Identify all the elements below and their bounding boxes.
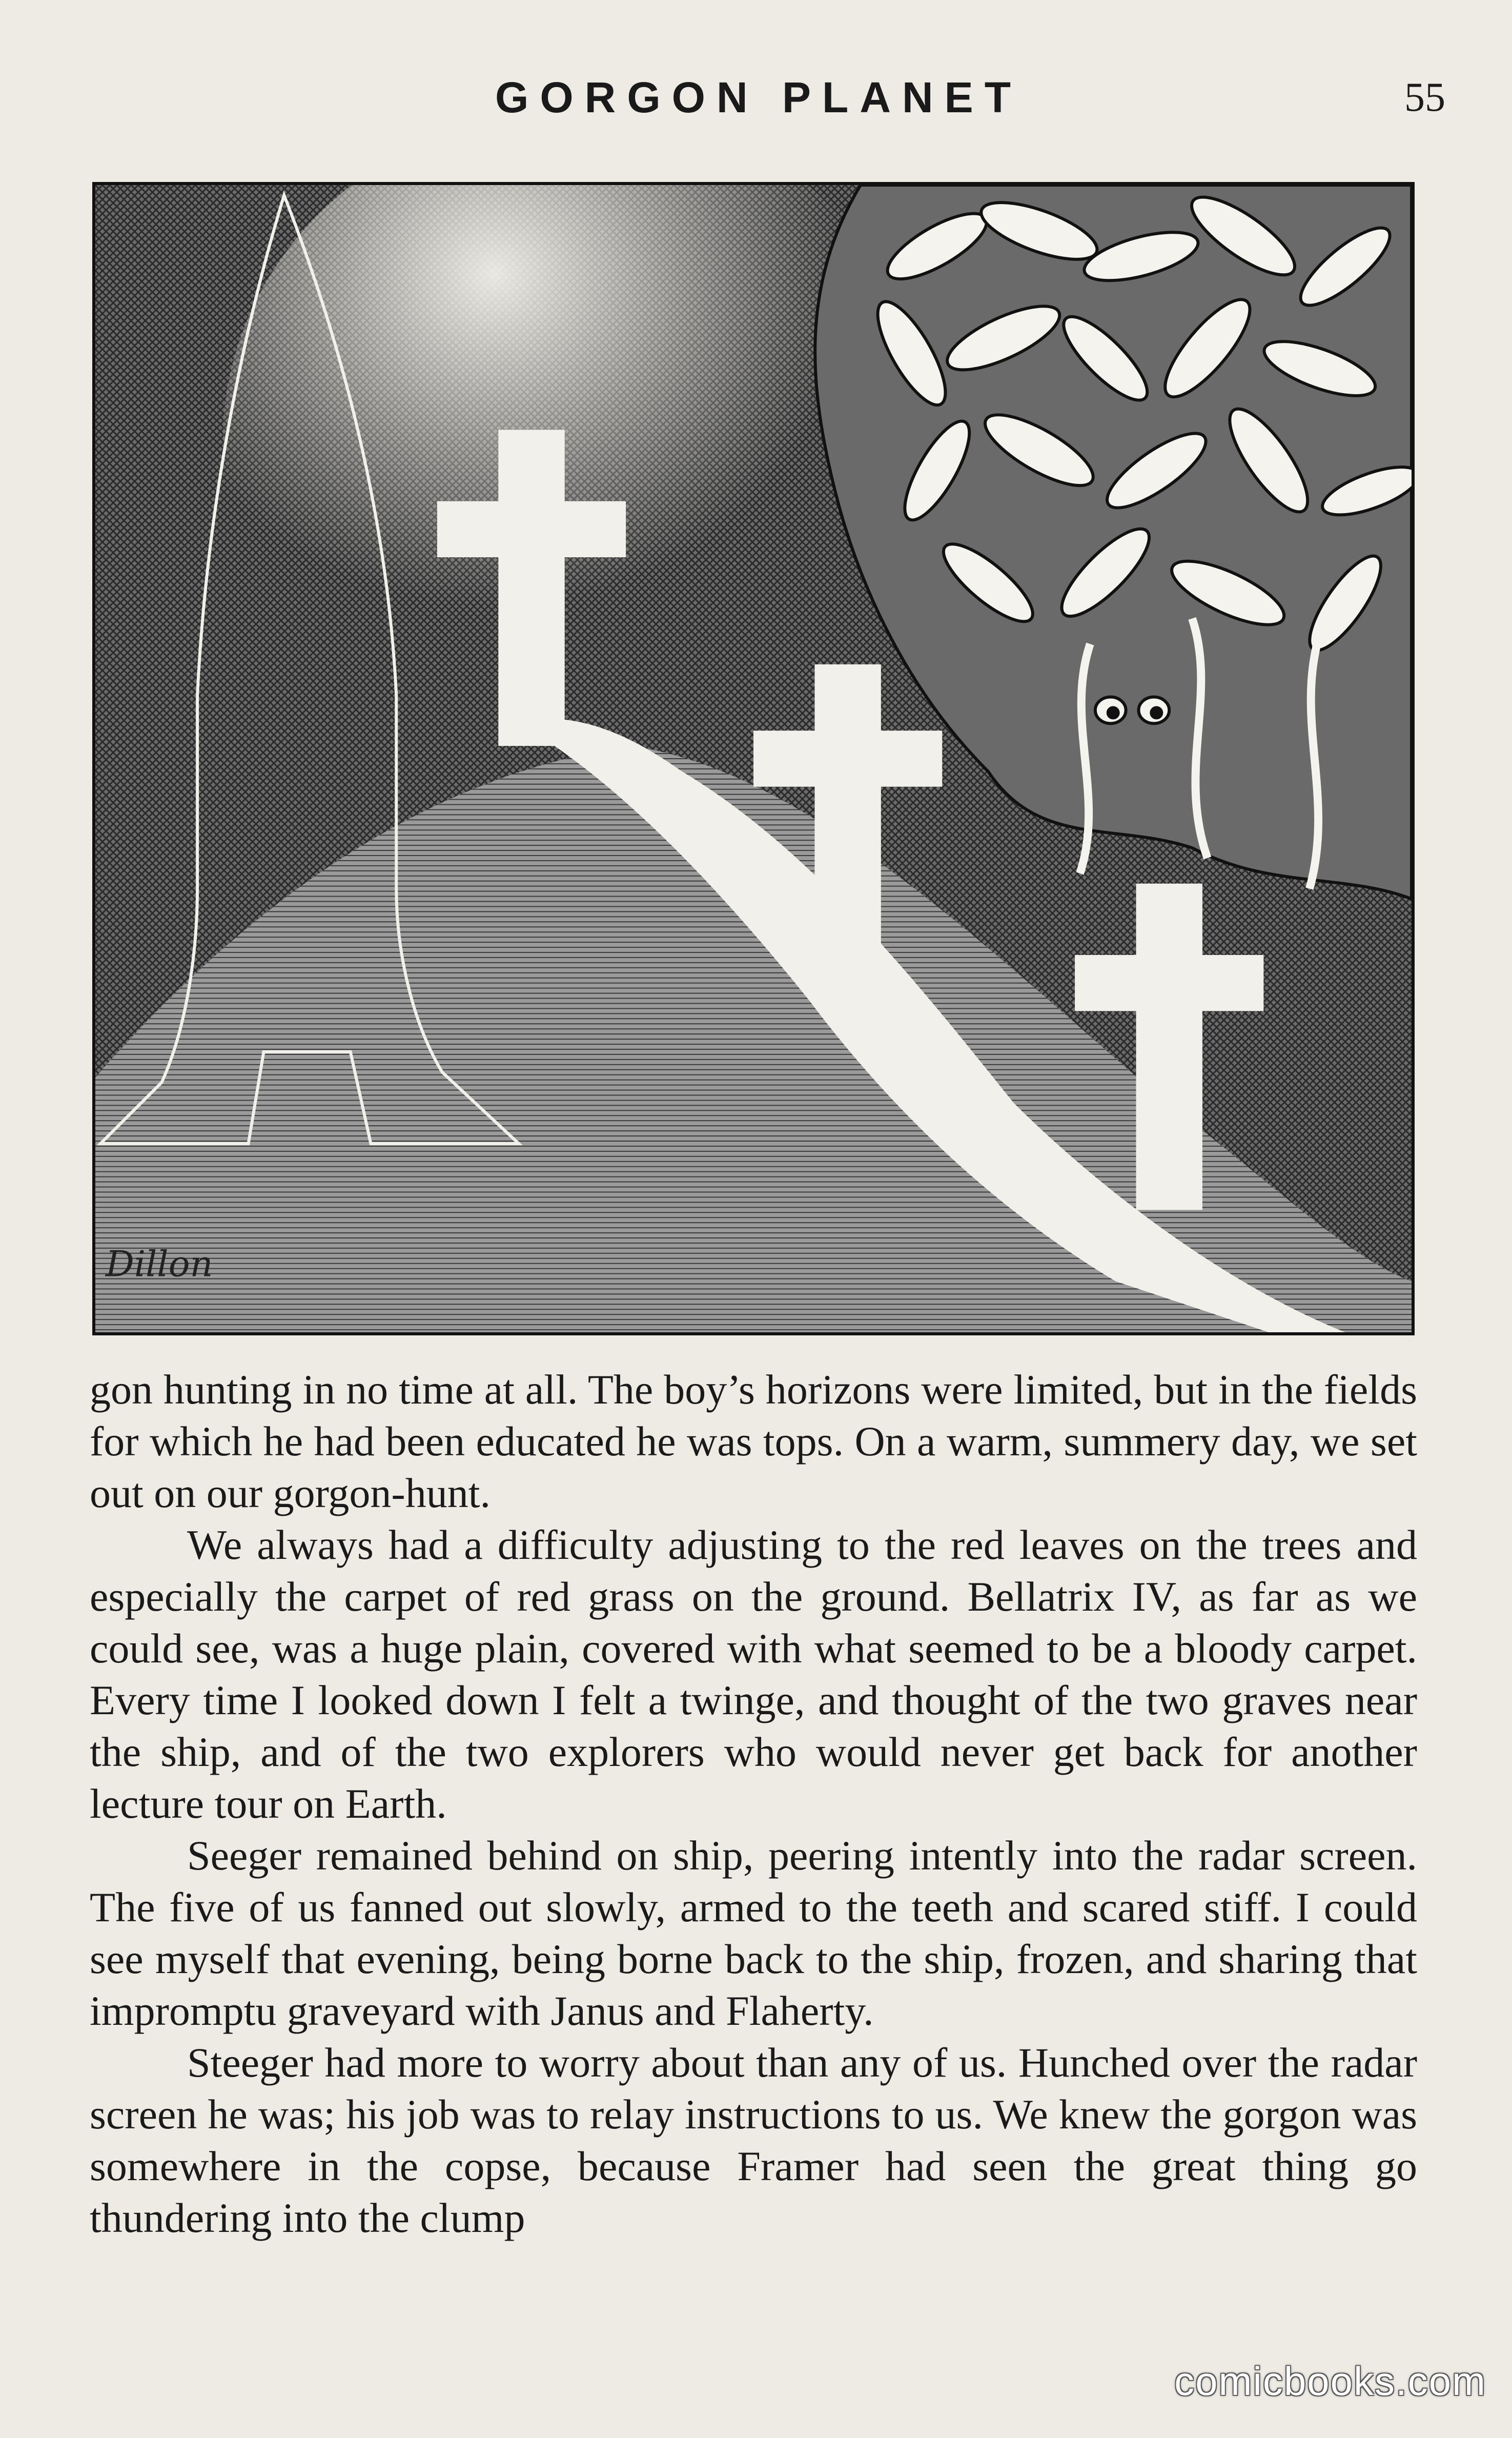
paragraph-3: Seeger remained behind on ship, peering intently into the radar screen. The five of us fanned out slowly, armed to the teeth and scared stiff. I could see myself that evening, being borne back to the ship, frozen, and sharing that impromptu graveyard with Janus and Flaherty. [90,1832,1417,2034]
paragraph-4: Steeger had more to worry about than any of us. Hunched over the radar screen he was; his job was to relay instructions to us. We knew the gorgon was somewhere in the copse, because Framer had seen the great thing go thundering into the clump [90,2039,1417,2241]
site-watermark: comicbooks.com [1174,2359,1486,2404]
illustration-drawing [95,185,1412,1332]
story-illustration [92,182,1415,1335]
page-number: 55 [1404,75,1445,120]
artist-signature: Dillon [105,1243,213,1285]
running-head [0,67,1512,128]
running-title: GORGON PLANET [495,73,1022,121]
paragraph-1: gon hunting in no time at all. The boy’s horizons were limited, but in the fields for which he had been educated he was tops. On a warm, summery day, we set out on our gorgon-hunt. [90,1366,1417,1516]
story-text [90,1364,1417,2244]
paragraph-2: We always had a difficulty adjusting to the red leaves on the trees and especially the carpet of red grass on the ground. Bellatrix IV, as far as we could see, was a huge plain, covered with what seemed to be a bloody carpet. Every time I looked down I felt a twinge, and thought of the two graves near the ship, and of the two explorers who would never get back for another lecture tour on Earth. [90,1521,1417,1827]
